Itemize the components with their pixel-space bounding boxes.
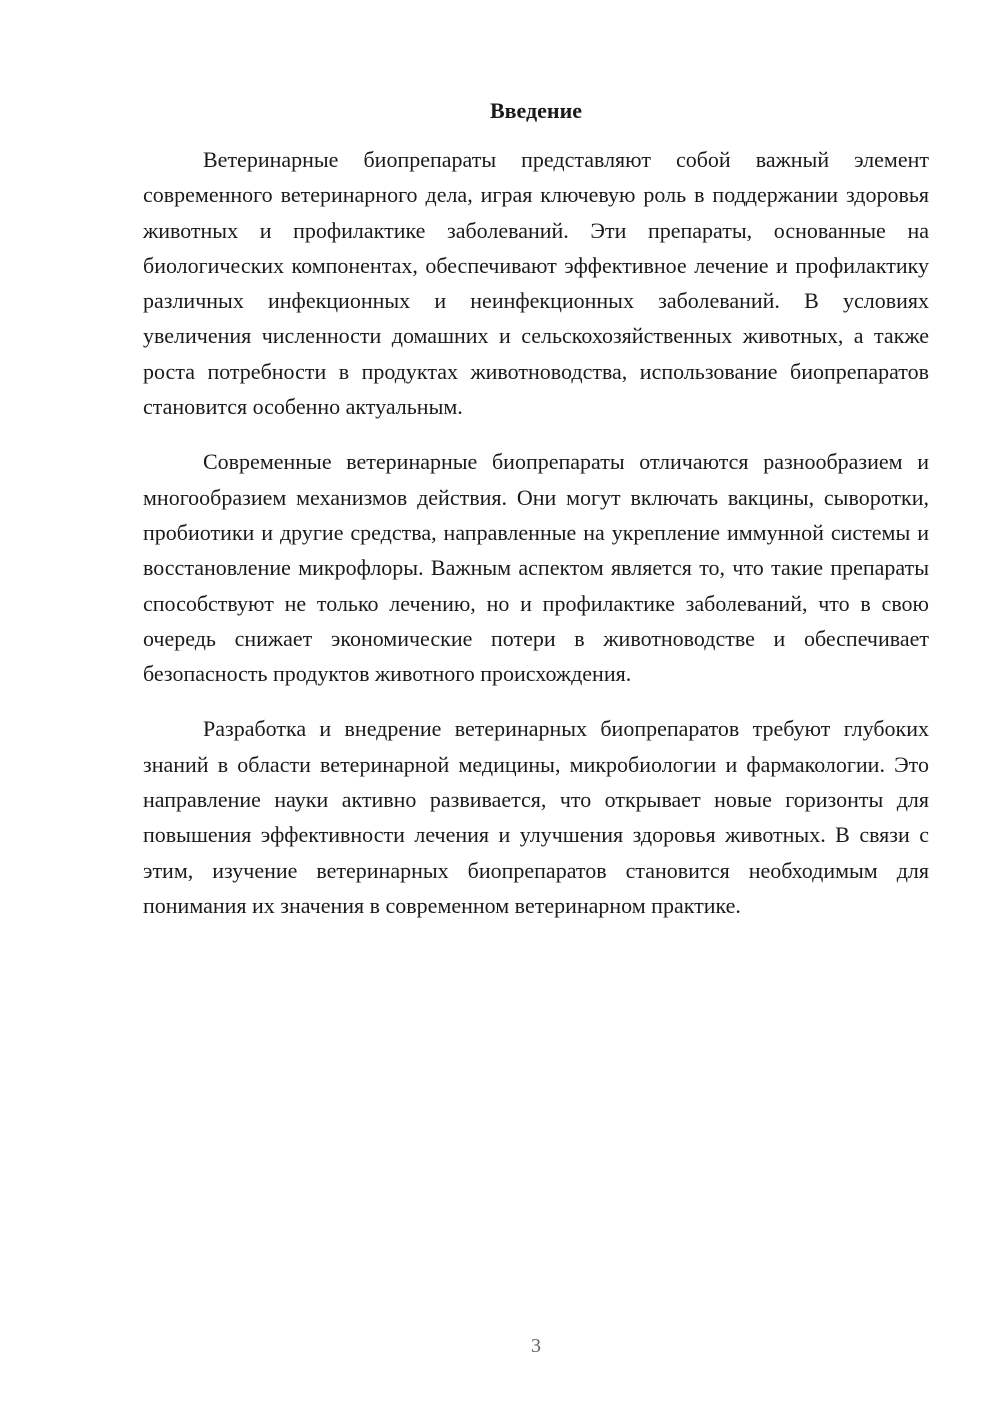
paragraph-3: Разработка и внедрение ветеринарных биопрепаратов требуют глубоких знаний в области ветеринарной медицины, микробиологии и фармакологии. Это направление науки активно развивается, что открывает новые горизонты для повышения эффективности лечения и улучшения здоровья животных. В связи с этим, изучение ветеринарных биопрепаратов становится необходимым для понимания их значения в современном ветеринарном практике. xyxy=(143,716,929,918)
page-number: 3 xyxy=(531,1335,541,1357)
paragraph-1: Ветеринарные биопрепараты представляют собой важный элемент современного ветеринарного дела, играя ключевую роль в поддержании здоровья животных и профилактике заболеваний. Эти препараты, основанные на биологических компонентах, обеспечивают эффективное лечение и профилактику различных инфекционных и неинфекционных заболеваний. В условиях увеличения численности домашних и сельскохозяйственных животных, а также роста потребности в продуктах животноводства, использование биопрепаратов становится особенно актуальным. xyxy=(143,147,929,420)
body-text xyxy=(143,142,929,943)
page-title: Введение xyxy=(489,98,583,123)
paragraph-2: Современные ветеринарные биопрепараты отличаются разнообразием и многообразием механизмов действия. Они могут включать вакцины, сыворотки, пробиотики и другие средства, направленные на укрепление иммунной системы и восстановление микрофлоры. Важным аспектом является то, что такие препараты способствуют не только лечению, но и профилактике заболеваний, что в свою очередь снижает экономические потери в животноводстве и обеспечивает безопасность продуктов животного происхождения. xyxy=(143,449,929,687)
